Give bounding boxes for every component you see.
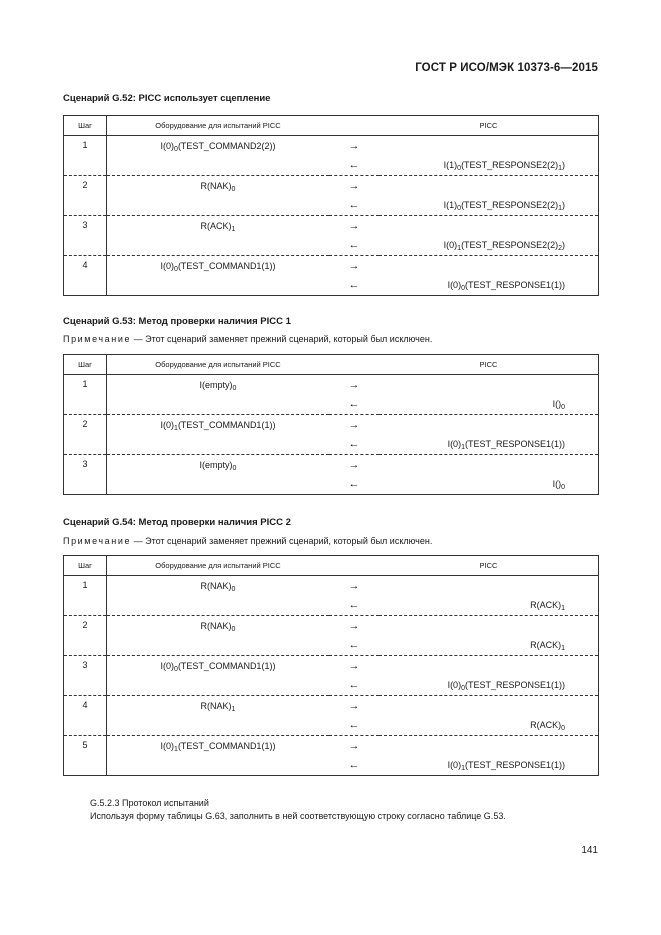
col-picc: PICC	[379, 116, 599, 136]
step-number: 4	[64, 696, 107, 736]
step-number: 1	[64, 375, 107, 415]
col-equipment: Оборудование для испытаний PICC	[107, 355, 330, 375]
arrow-left-icon: ←	[329, 635, 379, 656]
arrow-right-icon: →	[348, 579, 360, 592]
step-number: 4	[64, 256, 107, 296]
arrow-left-icon: ←	[348, 478, 360, 490]
picc-response: $I(0)_1(TEST\_RESPONSE1(1))$	[379, 434, 599, 455]
arrow-left-icon: ←	[329, 434, 379, 455]
table-header	[64, 556, 599, 576]
arrow-left-icon: ←	[329, 715, 379, 736]
picc-response: $I(0)_0(TEST\_RESPONSE1(1))$	[447, 280, 565, 292]
equipment-command: $I(0)_1(TEST\_COMMAND1(1))$	[160, 740, 276, 753]
step-row-command	[64, 736, 599, 756]
scenario-54-note	[63, 536, 599, 546]
note-label: Примечание	[63, 334, 132, 344]
col-equipment: Оборудование для испытаний PICC	[107, 116, 330, 136]
arrow-left-icon: ←	[329, 195, 379, 216]
equipment-command: $I(empty)_0$	[199, 379, 237, 392]
arrow-left-icon: ←	[329, 235, 379, 256]
arrow-right-icon: →	[348, 139, 360, 152]
arrow-left-icon: ←	[348, 759, 360, 771]
picc-response: $I()_0$	[552, 479, 565, 491]
note-text: — Этот сценарий заменяет прежний сценарий, который был исключен.	[133, 334, 433, 344]
arrow-right-icon: →	[348, 619, 360, 632]
arrow-right-icon: →	[348, 179, 360, 192]
equipment-command: $I(0)_1(TEST\_COMMAND1(1))$	[160, 419, 276, 432]
arrow-right-icon: →	[348, 418, 360, 431]
step-row-command	[64, 576, 599, 596]
step-row-command	[64, 696, 599, 716]
scenario-53-title: Сценарий G.53: Метод проверки наличия PICC 1	[63, 316, 291, 327]
col-equipment: Оборудование для испытаний PICC	[107, 556, 330, 576]
equipment-command: $R(NAK)_1$	[200, 700, 236, 713]
picc-response: $R(ACK)_0$	[379, 715, 599, 736]
arrow-right-icon: →	[348, 219, 360, 232]
scenario-52-title: Сценарий G.52: PICC использует сцепление	[63, 93, 271, 104]
step-row-response	[64, 474, 599, 495]
step-row-command	[64, 136, 599, 156]
col-picc: PICC	[379, 556, 599, 576]
document-header: ГОСТ Р ИСО/МЭК 10373-6—2015	[415, 62, 598, 74]
step-row-command	[64, 176, 599, 196]
equipment-command: $I(0)_0(TEST\_COMMAND1(1))$	[160, 260, 276, 273]
table-header	[64, 355, 599, 375]
arrow-left-icon: ←	[329, 155, 379, 176]
arrow-left-icon: ←	[329, 595, 379, 616]
step-number: 1	[64, 576, 107, 616]
step-row-response	[64, 755, 599, 776]
arrow-left-icon: ←	[329, 394, 379, 415]
scenario-54-title: Сценарий G.54: Метод проверки наличия PICC 2	[63, 517, 291, 528]
equipment-command: $R(NAK)_0$	[200, 180, 236, 193]
step-row-response	[64, 635, 599, 656]
picc-response: $R(ACK)_1$	[379, 635, 599, 656]
equipment-command: $I(0)_0(TEST\_COMMAND2(2))$	[160, 140, 276, 153]
step-number: 5	[64, 736, 107, 776]
arrow-right-icon: →	[348, 458, 360, 471]
step-row-response	[64, 434, 599, 455]
equipment-command: $R(NAK)_0$	[200, 620, 236, 633]
col-step: Шаг	[64, 116, 107, 136]
step-number: 2	[64, 415, 107, 455]
step-row-command	[64, 256, 599, 276]
arrow-right-icon: →	[348, 739, 360, 752]
note-text: — Этот сценарий заменяет прежний сценарий, который был исключен.	[133, 536, 433, 546]
picc-response: $I(1)_0(TEST\_RESPONSE2(2)_1)$	[379, 195, 599, 216]
picc-response: $I(0)_0(TEST\_RESPONSE1(1))$	[379, 675, 599, 696]
step-row-response	[64, 195, 599, 216]
picc-response: $R(ACK)_1$	[379, 595, 599, 616]
step-row-response	[64, 715, 599, 736]
step-row-response	[64, 595, 599, 616]
arrow-left-icon: ←	[348, 279, 360, 291]
step-row-command	[64, 455, 599, 475]
scenario-53-table	[63, 354, 599, 495]
step-row-command	[64, 616, 599, 636]
step-row-command	[64, 656, 599, 676]
picc-response: $I(0)_1(TEST\_RESPONSE2(2)_2)$	[379, 235, 599, 256]
table-header	[64, 116, 599, 136]
step-row-response	[64, 394, 599, 415]
step-number: 3	[64, 455, 107, 495]
col-step: Шаг	[64, 556, 107, 576]
equipment-command: $I(empty)_0$	[199, 459, 237, 472]
step-row-response	[64, 155, 599, 176]
step-number: 1	[64, 136, 107, 176]
scenario-54-table	[63, 555, 599, 776]
arrow-right-icon: →	[348, 659, 360, 672]
step-number: 3	[64, 656, 107, 696]
equipment-command: $I(0)_0(TEST\_COMMAND1(1))$	[160, 660, 276, 673]
arrow-right-icon: →	[348, 699, 360, 712]
col-step: Шаг	[64, 355, 107, 375]
picc-response: $I(0)_1(TEST\_RESPONSE1(1))$	[447, 760, 565, 772]
page-number: 141	[581, 845, 598, 856]
step-number: 2	[64, 616, 107, 656]
arrow-right-icon: →	[348, 378, 360, 391]
section-heading: G.5.2.3 Протокол испытаний	[90, 798, 209, 808]
scenario-53-note	[63, 334, 599, 344]
section-text: Используя форму таблицы G.63, заполнить в ней соответствующую строку согласно таблице G.53.	[90, 811, 506, 821]
step-row-response	[64, 275, 599, 296]
equipment-command: $R(NAK)_0$	[200, 580, 236, 593]
arrow-right-icon: →	[348, 259, 360, 272]
step-row-response	[64, 675, 599, 696]
scenario-52-table	[63, 115, 599, 296]
note-label: Примечание	[63, 536, 132, 546]
step-row-command	[64, 375, 599, 395]
col-picc: PICC	[379, 355, 599, 375]
step-number: 2	[64, 176, 107, 216]
arrow-left-icon: ←	[329, 675, 379, 696]
step-number: 3	[64, 216, 107, 256]
picc-response: $I()_0$	[379, 394, 599, 415]
step-row-command	[64, 415, 599, 435]
step-row-response	[64, 235, 599, 256]
step-row-command	[64, 216, 599, 236]
equipment-command: $R(ACK)_1$	[200, 220, 236, 233]
picc-response: $I(1)_0(TEST\_RESPONSE2(2)_1)$	[379, 155, 599, 176]
